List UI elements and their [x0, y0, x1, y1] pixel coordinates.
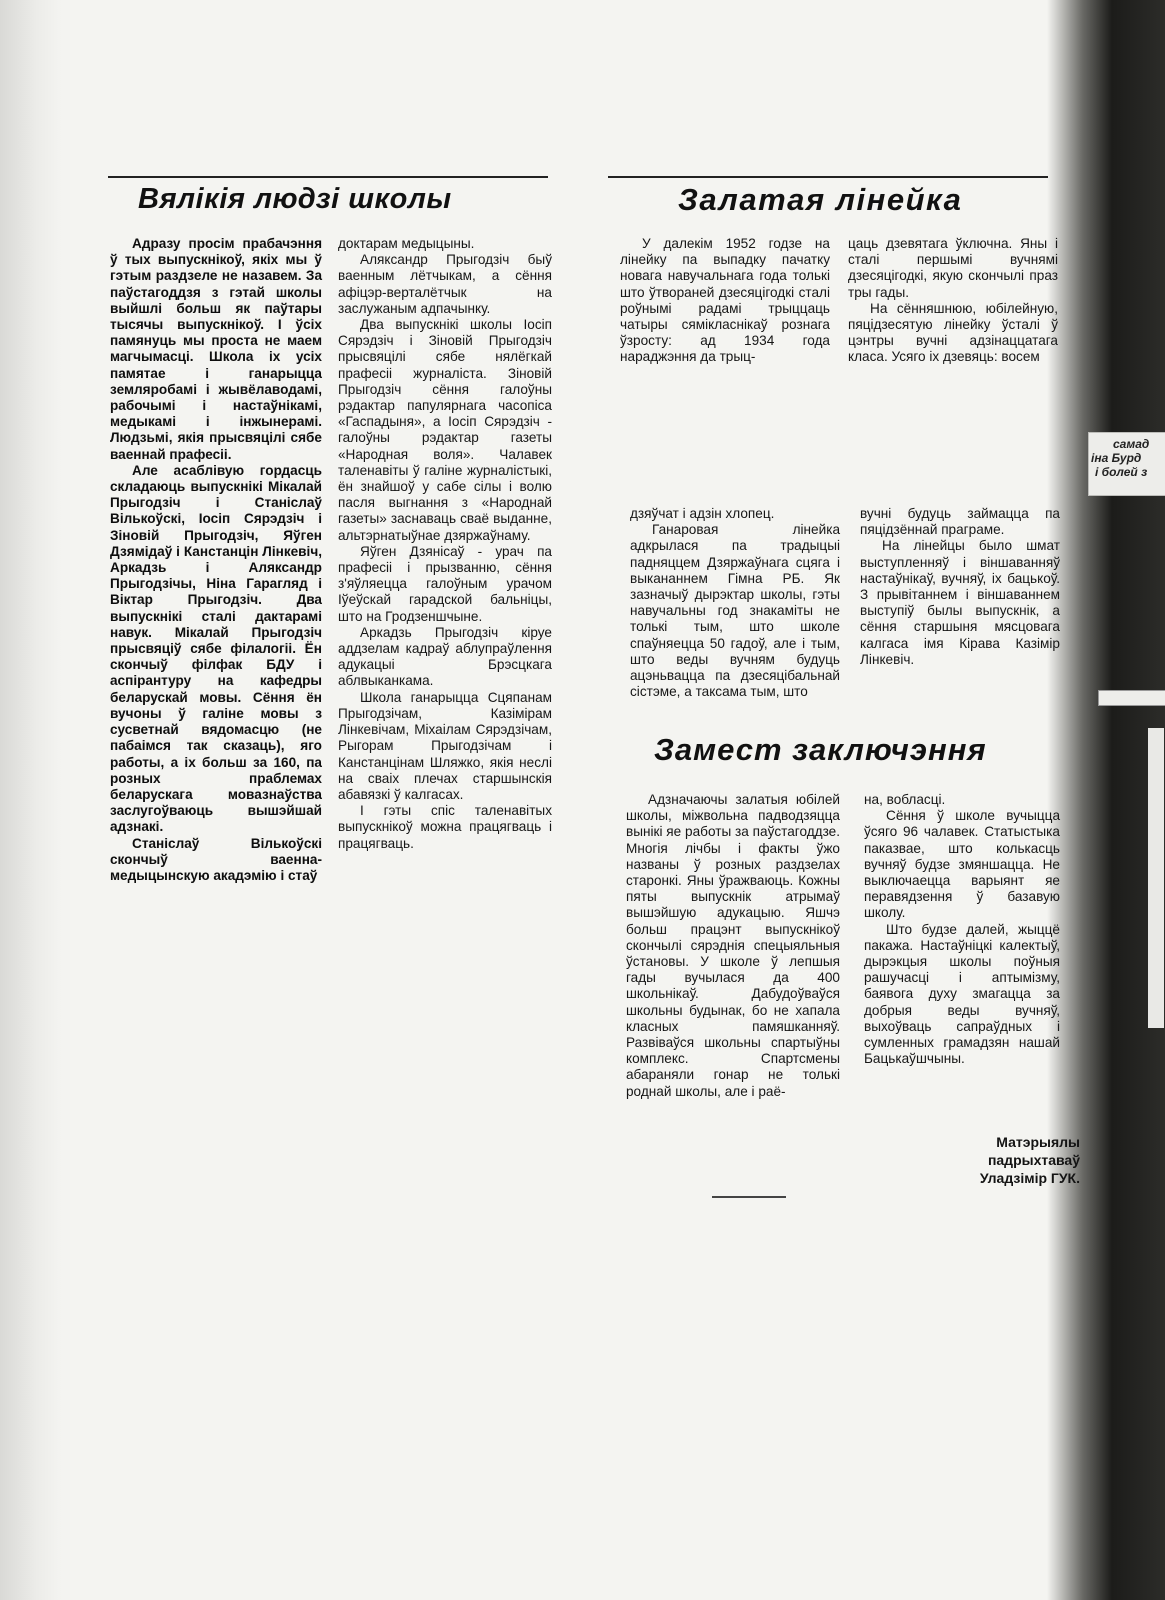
signature-line-2: падрыхтаваў [987, 1152, 1080, 1168]
paragraph: Школа ганарыцца Сцяпанам Прыгодзічам, Казімірам Лінкевічам, Міхаілам Сярэдзічам, Рыгорам Прыгодзічам і Канстанцінам Шляжко, якія неслі на сваіх плечах старшынскія абавязкі ў калгасах. [338, 689, 552, 802]
golden-line-continued-column-2 [860, 506, 1060, 668]
fragment-line-2: іна Бурд [1091, 451, 1142, 465]
paragraph: Сёння ў школе вучыцца ўсяго 96 чалавек. Статыстыка паказвае, што колькасць вучняў будзе змяншацца. Не выключаецца варыянт яе перавядзення ў базавую школу. [864, 808, 1060, 921]
scan-shadow-left [0, 0, 62, 1600]
headline-great-people: Вялікія людзі школы [138, 183, 452, 215]
headline-instead-of-conclusion: Замест заключэння [654, 732, 987, 767]
golden-line-column-1 [620, 236, 830, 366]
golden-line-continued-column-1 [630, 506, 840, 700]
paragraph: Станіслаў Вількоўскі скончыў ваенна-медыцынскую акадэмію і стаў [110, 835, 322, 883]
paragraph: Яўген Дзянісаў - урач па прафесіі і прызванню, сёння з'яўляецца галоўным урачом Іўеўскай гарадской бальніцы, што на Гродзеншчыне. [338, 543, 552, 624]
signature-line-1: Матэрыялы [996, 1134, 1080, 1150]
paragraph: доктарам медыцыны. [338, 236, 475, 251]
fragment-line-3: і болей з [1095, 465, 1148, 479]
paragraph: Што будзе далей, жыццё пакажа. Настаўніцкі калектыў, дырэкцыя школы поўныя рашучасці і аптымізму, баявога духу змагацца за добрыя веды вучняў, выхоўваць сапраўдных і сумленных грамадзян нашай Бацькаўшчыны. [864, 921, 1060, 1067]
headline-golden-line: Залатая лінейка [678, 182, 963, 217]
paragraph: цаць дзевятага ўключна. Яны і сталі першымі вучнямі дзесяцігодкі, якую скончылі праз тры гады. [848, 236, 1058, 300]
paragraph: І гэты спіс таленавітых выпускнікоў можна працягваць і працягваць. [338, 803, 552, 851]
paragraph: Але асаблівую гордасць складаюць выпускнікі Мікалай Прыгодзіч і Станіслаў Вількоўскі, Іосіп Сярэдзіч і Зіновій Прыгодзіч, Яўген Дзямідаў і Канстанцін Лінкевіч, Аркадзь і Аляксандр Прыгодзічы, Ніна Гарагляд і Віктар Прыгодзіч. Два выпускнікі сталі дактарамі навук. Мікалай Прыгодзіч прысвяціў сябе філалогіі. Ён скончыў філфак БДУ і аспірантуру на кафедры беларускай мовы. Сёння ён вучоны ў галіне мовы з сусветнай вядомасцю (не пабаімся так сказаць), яго работы, а іх больш за 160, па розных праблемах беларускага мовазнаўства заслугоўваюць вышэйшай адзнакі. [110, 462, 322, 835]
end-of-article-dash [712, 1196, 786, 1198]
paragraph: Аляксандр Прыгодзіч быў ваенным лётчыкам, а сёння афіцэр-верталётчык на заслужаным адпачынку. [338, 252, 552, 316]
paragraph: Аркадзь Прыгодзіч кіруе аддзелам кадраў аблупраўлення адукацыі Брэсцкага аблвыканкама. [338, 624, 552, 689]
fragment-line-1: самад [1113, 437, 1150, 451]
conclusion-column-1 [626, 792, 840, 1100]
paragraph: дзяўчат і адзін хлопец. [630, 506, 775, 521]
article-left-column-1 [110, 236, 322, 884]
adjacent-clipping-strip [1098, 690, 1165, 706]
paragraph: на, вобласці. [864, 792, 946, 807]
adjacent-column-edge [1148, 728, 1164, 1028]
paragraph: Адзначаючы залатыя юбілей школы, міжвольна падводзяцца вынікі яе работы за паўстагоддзе. Многія лічбы і факты ўжо названы ў розных раздзелах старонкі. Яны ўражваюць. Кожны пяты выпускнік атрымаў вышэйшую адукацыю. Яшчэ больш працэнт выпускнікоў скончылі сярэднія спецыяльныя ўстановы. У школе ў лепшыя гады вучылася да 400 школьнікаў. Дабудоўваўся школьны будынак, бо не хапала класных памяшканняў. Развіваўся школьны спартыўны комплекс. Спартсмены абараняли гонар не толькі роднай школы, але і раё- [626, 792, 840, 1099]
paragraph: Адразу просім прабачэння ў тых выпускнікоў, якіх мы ў гэтым раздзеле не назавем. За паўстагоддзя з гэтай школы выйшлі больш як паўтары тысячы выпускнікоў. І ўсіх памянуць мы проста не маем магчымасці. Школа іх усіх памятае і ганарыцца земляробамі і жывёлаводамі, рабочымі і настаўнікамі, медыкамі і інжынерамі. Людзьмі, якія прысвяцілі сябе ваеннай прафесіі. [110, 236, 322, 462]
headline-rule-left [108, 176, 548, 178]
conclusion-column-2 [864, 792, 1060, 1067]
author-signature [892, 1133, 1080, 1187]
adjacent-page-fragment [1088, 432, 1165, 496]
paragraph: Два выпускнікі школы Іосіп Сярэдзіч і Зіновій Прыгодзіч прысвяцілі сябе нялёгкай прафесіі журналіста. Зіновій Прыгодзіч сёння галоўны рэдактар папулярнага часопіса «Гаспадыня», а Іосіп Сярэдзіч - галоўны рэдактар газеты «Народная воля». Чалавек таленавіты ў галіне журналістыкі, ён знайшоў у сабе сілы і волю пасля выгнання з «Народнай газеты» заснаваць сваё выданне, альтэрнатыўнае дзяржаўнаму. [338, 317, 552, 543]
paragraph: вучні будуць займацца па пяцідзённай праграме. [860, 506, 1060, 538]
headline-rule-right [608, 176, 1048, 178]
paragraph: У далекім 1952 годзе на лінейку па выпадку пачатку новага навучальнага года толькі што ўтвораней дзесяцігодкі сталі роўнымі радамі трыццаць чатыры сямікласнікаў рознага ўзросту: ад 1934 года нараджэння да трыц- [620, 236, 830, 365]
article-left-column-2 [338, 236, 552, 852]
paragraph: На сённяшнюю, юбілейную, пяцідзесятую лінейку ўсталі ў цэнтры вучні адзінаццатага класа. Усяго іх дзевяць: восем [848, 300, 1058, 365]
paragraph: Ганаровая лінейка адкрылася па традыцыі падняццем Дзяржаўнага сцяга і выкананнем Гімна РБ. Як зазначыў дырэктар школы, гэты навучальны год знакаміты не толькі тым, што школе спаўняецца 50 гадоў, але і тым, што веды вучням будуць ацэньвацца па дзесяцібальнай сістэме, а таксама тым, што [630, 522, 840, 700]
signature-line-3: Уладзімір ГУК. [979, 1170, 1080, 1186]
golden-line-column-2 [848, 236, 1058, 366]
paragraph: На лінейцы было шмат выступленняў і віншаванняў настаўнікаў, вучняў, іх бацькоў. З прывітаннем і віншаваннем выступіў былы выпускнік, а сёння старшыня мясцовага калгаса імя Кірава Казімір Лінкевіч. [860, 538, 1060, 667]
